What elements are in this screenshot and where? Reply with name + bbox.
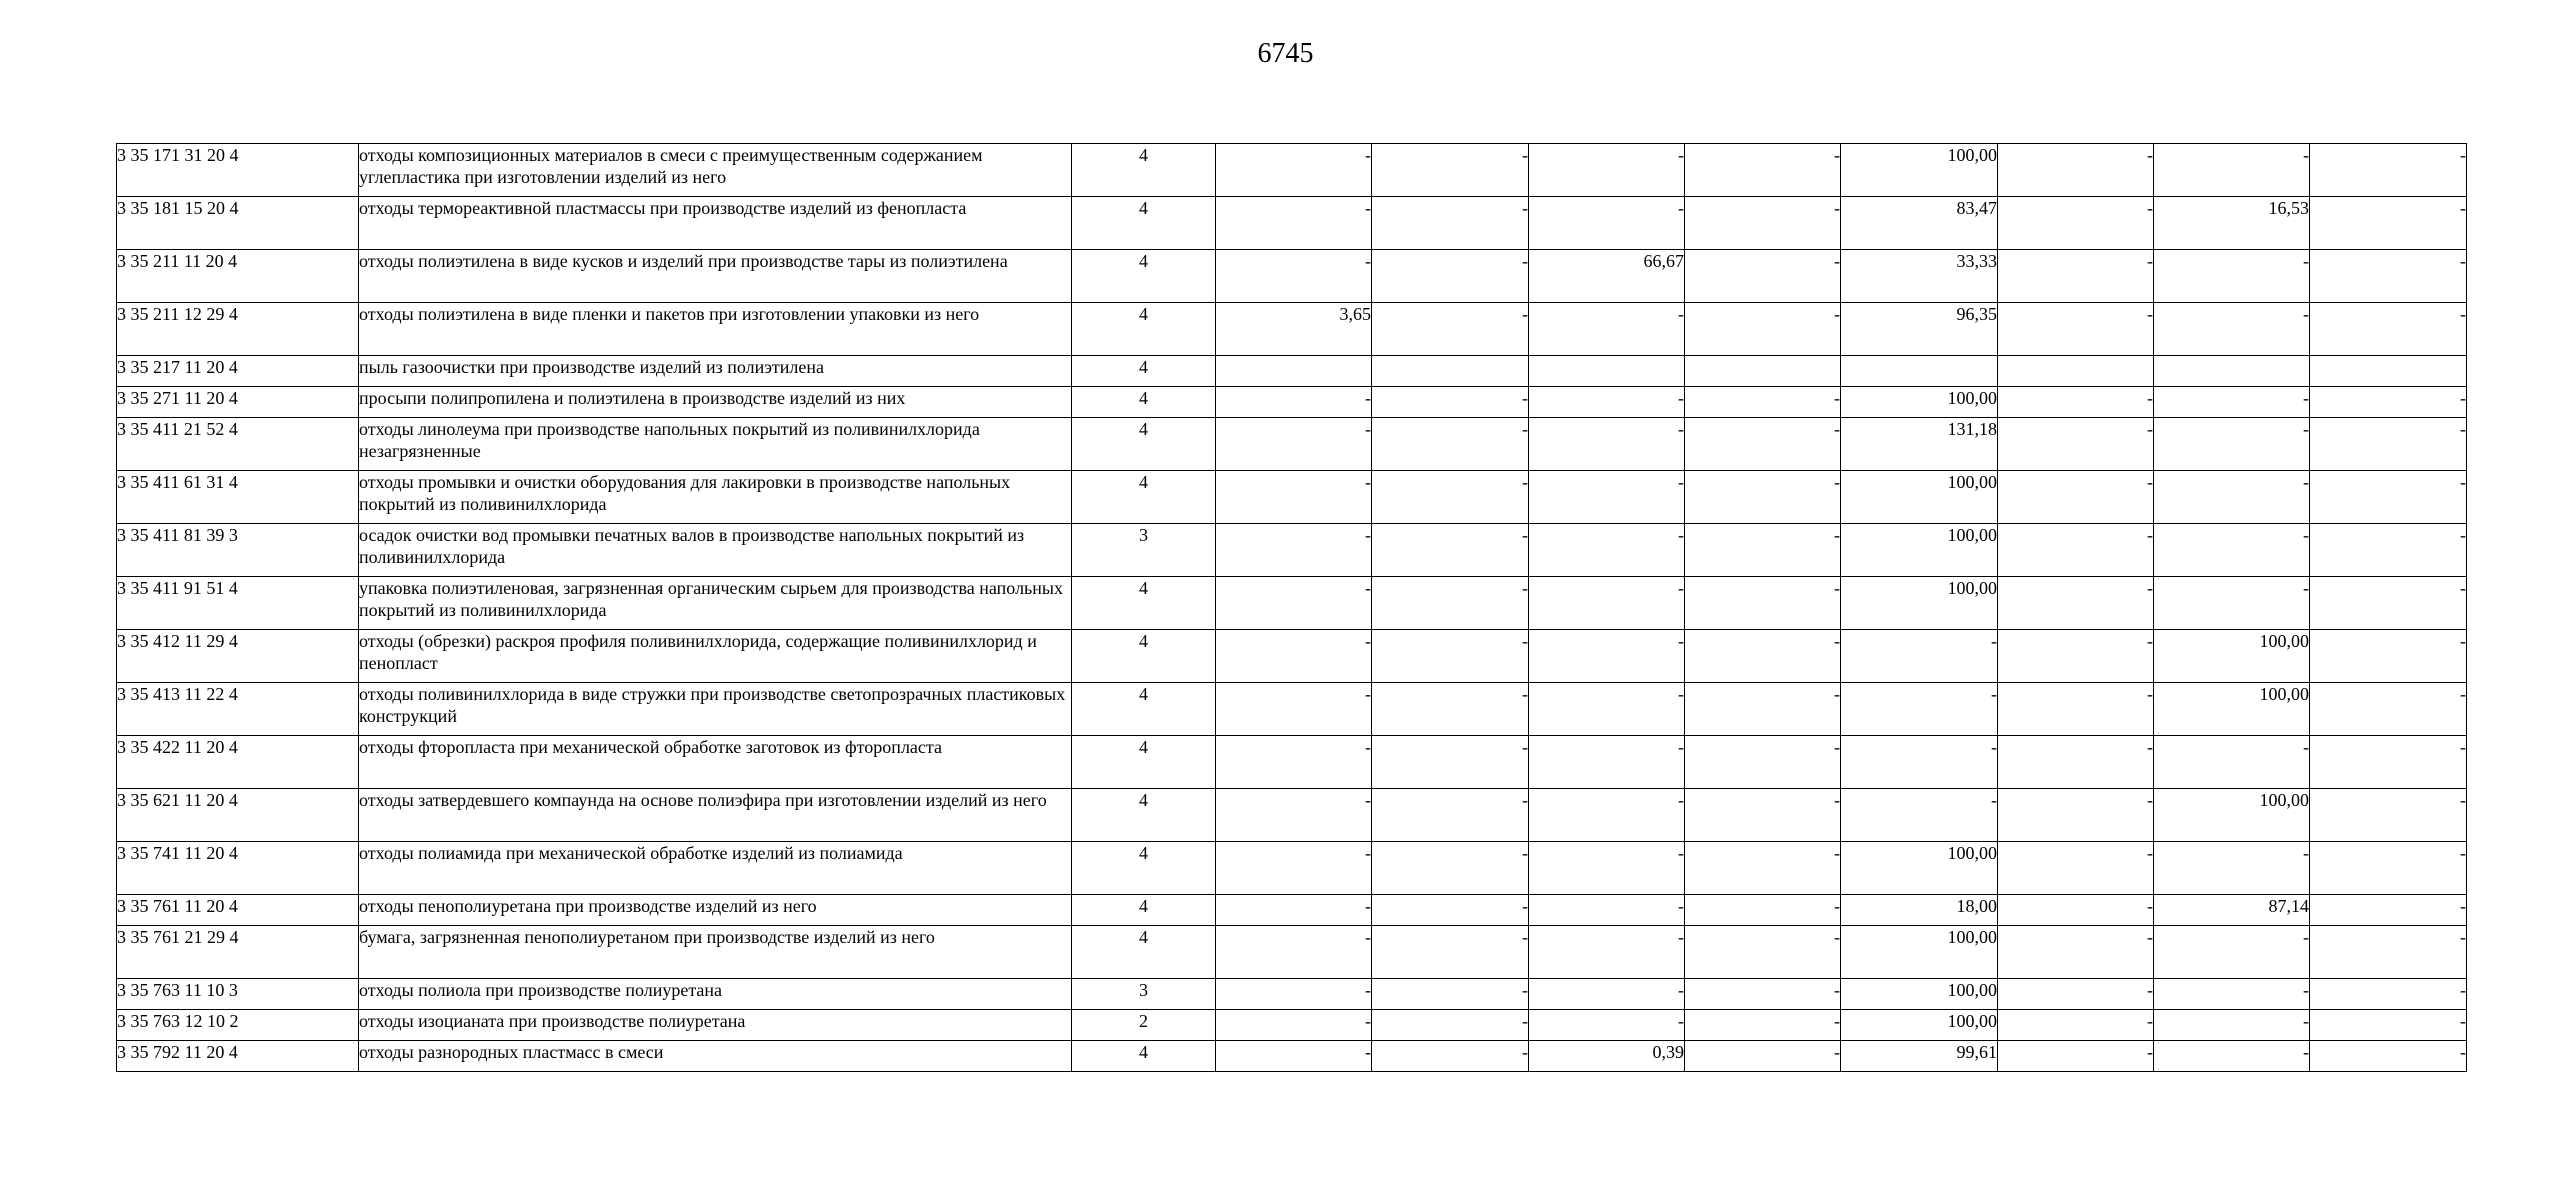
value-cell: - — [1998, 979, 2154, 1010]
value-cell: - — [1529, 736, 1685, 789]
table-row — [117, 303, 2571, 356]
value-cell: - — [1372, 842, 1529, 895]
value-cell — [1529, 356, 1685, 387]
value-cell: - — [1372, 144, 1529, 197]
waste-name-cell: отходы линолеума при производстве напольных покрытий из поливинилхлорида незагрязненные — [359, 418, 1072, 471]
value-cell: - — [1529, 630, 1685, 683]
table-row — [117, 356, 2571, 387]
table-row — [117, 895, 2571, 926]
value-cell: - — [1685, 630, 1841, 683]
value-cell: - — [2310, 630, 2467, 683]
value-cell: - — [2310, 895, 2467, 926]
value-cell: 100,00 — [1841, 471, 1998, 524]
value-cell: - — [1841, 736, 1998, 789]
value-cell: - — [2310, 736, 2467, 789]
value-cell: - — [2154, 736, 2310, 789]
value-cell: 100,00 — [1841, 979, 1998, 1010]
value-cell: - — [2310, 303, 2467, 356]
value-cell: - — [2154, 524, 2310, 577]
value-cell: - — [1998, 197, 2154, 250]
value-cell: - — [1529, 471, 1685, 524]
waste-name-cell: отходы пенополиуретана при производстве изделий из него — [359, 895, 1072, 926]
value-cell: - — [1529, 197, 1685, 250]
value-cell: - — [1372, 926, 1529, 979]
value-cell: - — [1685, 387, 1841, 418]
value-cell: - — [1216, 895, 1372, 926]
value-cell: - — [1372, 979, 1529, 1010]
waste-name-cell: отходы промывки и очистки оборудования для лакировки в производстве напольных покрытий из поливинилхлорида — [359, 471, 1072, 524]
value-cell: - — [1998, 418, 2154, 471]
value-cell: - — [2154, 471, 2310, 524]
value-cell: 100,00 — [1841, 577, 1998, 630]
value-cell: - — [2310, 683, 2467, 736]
value-cell: - — [1216, 979, 1372, 1010]
value-cell: - — [1998, 577, 2154, 630]
value-cell: - — [1216, 524, 1372, 577]
waste-name-cell: осадок очистки вод промывки печатных валов в производстве напольных покрытий из поливинилхлорида — [359, 524, 1072, 577]
table-row — [117, 1041, 2571, 1072]
waste-name-cell: бумага, загрязненная пенополиуретаном при производстве изделий из него — [359, 926, 1072, 979]
value-cell: - — [2154, 144, 2310, 197]
value-cell: - — [1685, 842, 1841, 895]
table-row — [117, 926, 2571, 979]
value-cell: - — [1372, 1041, 1529, 1072]
value-cell: - — [1372, 789, 1529, 842]
value-cell: 96,35 — [1841, 303, 1998, 356]
value-cell: - — [1998, 471, 2154, 524]
table-row — [117, 979, 2571, 1010]
hazard-class-cell: 4 — [1072, 789, 1216, 842]
value-cell: 16,53 — [2154, 197, 2310, 250]
waste-name-cell: отходы термореактивной пластмассы при производстве изделий из фенопласта — [359, 197, 1072, 250]
value-cell: - — [1998, 736, 2154, 789]
hazard-class-cell: 4 — [1072, 895, 1216, 926]
table-row — [117, 736, 2571, 789]
hazard-class-cell: 3 — [1072, 979, 1216, 1010]
value-cell: 100,00 — [1841, 387, 1998, 418]
value-cell: 100,00 — [1841, 842, 1998, 895]
value-cell: - — [1685, 303, 1841, 356]
waste-name-cell: отходы разнородных пластмасс в смеси — [359, 1041, 1072, 1072]
value-cell: - — [1372, 471, 1529, 524]
table-row — [117, 630, 2571, 683]
value-cell: - — [1529, 842, 1685, 895]
value-cell: - — [1216, 1041, 1372, 1072]
waste-code-cell: 3 35 411 61 31 4 — [117, 471, 359, 524]
value-cell: - — [1841, 683, 1998, 736]
value-cell: - — [1998, 1041, 2154, 1072]
value-cell: - — [2310, 524, 2467, 577]
waste-table — [116, 143, 2571, 1072]
waste-name-cell: упаковка полиэтиленовая, загрязненная органическим сырьем для производства напольных покрытий из поливинилхлорида — [359, 577, 1072, 630]
hazard-class-cell: 4 — [1072, 250, 1216, 303]
hazard-class-cell: 4 — [1072, 197, 1216, 250]
value-cell: - — [1216, 926, 1372, 979]
value-cell: 33,33 — [1841, 250, 1998, 303]
hazard-class-cell: 4 — [1072, 387, 1216, 418]
table-row — [117, 387, 2571, 418]
waste-code-cell: 3 35 181 15 20 4 — [117, 197, 359, 250]
value-cell: - — [1216, 683, 1372, 736]
value-cell: - — [2310, 1010, 2467, 1041]
value-cell — [2154, 356, 2310, 387]
waste-code-cell: 3 35 741 11 20 4 — [117, 842, 359, 895]
value-cell: - — [1216, 387, 1372, 418]
value-cell: - — [1216, 630, 1372, 683]
value-cell: - — [2310, 387, 2467, 418]
waste-code-cell: 3 35 411 91 51 4 — [117, 577, 359, 630]
value-cell: - — [2154, 418, 2310, 471]
value-cell: - — [1998, 303, 2154, 356]
waste-name-cell: отходы полиэтилена в виде пленки и пакетов при изготовлении упаковки из него — [359, 303, 1072, 356]
value-cell: 100,00 — [1841, 524, 1998, 577]
table-row — [117, 471, 2571, 524]
waste-code-cell: 3 35 761 21 29 4 — [117, 926, 359, 979]
waste-code-cell: 3 35 171 31 20 4 — [117, 144, 359, 197]
hazard-class-cell: 4 — [1072, 144, 1216, 197]
value-cell: - — [1998, 895, 2154, 926]
value-cell: - — [1685, 197, 1841, 250]
value-cell: - — [1372, 303, 1529, 356]
value-cell: - — [1216, 197, 1372, 250]
value-cell: - — [2154, 1010, 2310, 1041]
value-cell: - — [1529, 418, 1685, 471]
value-cell: - — [1685, 524, 1841, 577]
value-cell: - — [1529, 524, 1685, 577]
value-cell — [1216, 356, 1372, 387]
value-cell: - — [1372, 577, 1529, 630]
value-cell: - — [1841, 789, 1998, 842]
value-cell: - — [1841, 630, 1998, 683]
value-cell: 99,61 — [1841, 1041, 1998, 1072]
waste-code-cell: 3 35 621 11 20 4 — [117, 789, 359, 842]
value-cell — [1841, 356, 1998, 387]
value-cell: - — [2154, 926, 2310, 979]
value-cell: - — [2154, 1041, 2310, 1072]
value-cell — [2310, 356, 2467, 387]
waste-name-cell: просыпи полипропилена и полиэтилена в производстве изделий из них — [359, 387, 1072, 418]
waste-name-cell: отходы затвердевшего компаунда на основе полиэфира при изготовлении изделий из него — [359, 789, 1072, 842]
value-cell: - — [1529, 683, 1685, 736]
value-cell: - — [1529, 387, 1685, 418]
value-cell: - — [1372, 197, 1529, 250]
value-cell: - — [2310, 418, 2467, 471]
value-cell: - — [1685, 577, 1841, 630]
table-row — [117, 144, 2571, 197]
value-cell: - — [1685, 736, 1841, 789]
waste-code-cell: 3 35 792 11 20 4 — [117, 1041, 359, 1072]
value-cell: - — [2310, 789, 2467, 842]
value-cell: - — [2154, 842, 2310, 895]
value-cell: 100,00 — [2154, 683, 2310, 736]
value-cell: 3,65 — [1216, 303, 1372, 356]
waste-code-cell: 3 35 211 12 29 4 — [117, 303, 359, 356]
value-cell: - — [2310, 926, 2467, 979]
value-cell: - — [1372, 895, 1529, 926]
value-cell: - — [2154, 387, 2310, 418]
waste-name-cell: отходы полиэтилена в виде кусков и изделий при производстве тары из полиэтилена — [359, 250, 1072, 303]
value-cell: - — [1529, 895, 1685, 926]
value-cell: 18,00 — [1841, 895, 1998, 926]
waste-code-cell: 3 35 761 11 20 4 — [117, 895, 359, 926]
waste-code-cell: 3 35 412 11 29 4 — [117, 630, 359, 683]
waste-name-cell: пыль газоочистки при производстве изделий из полиэтилена — [359, 356, 1072, 387]
value-cell: - — [1685, 418, 1841, 471]
hazard-class-cell: 4 — [1072, 630, 1216, 683]
hazard-class-cell: 4 — [1072, 1041, 1216, 1072]
value-cell: - — [1529, 144, 1685, 197]
hazard-class-cell: 4 — [1072, 842, 1216, 895]
value-cell: - — [1216, 736, 1372, 789]
table-row — [117, 683, 2571, 736]
waste-code-cell: 3 35 422 11 20 4 — [117, 736, 359, 789]
value-cell: - — [1998, 630, 2154, 683]
table-row — [117, 1010, 2571, 1041]
hazard-class-cell: 4 — [1072, 418, 1216, 471]
value-cell: - — [1685, 926, 1841, 979]
value-cell: - — [1216, 1010, 1372, 1041]
value-cell: - — [1998, 524, 2154, 577]
waste-code-cell: 3 35 217 11 20 4 — [117, 356, 359, 387]
waste-name-cell: отходы полиола при производстве полиуретана — [359, 979, 1072, 1010]
value-cell — [1998, 356, 2154, 387]
value-cell: - — [2310, 144, 2467, 197]
value-cell: 131,18 — [1841, 418, 1998, 471]
value-cell: - — [1216, 577, 1372, 630]
value-cell: - — [1998, 387, 2154, 418]
value-cell: - — [1372, 387, 1529, 418]
value-cell: - — [1372, 683, 1529, 736]
value-cell: - — [2310, 250, 2467, 303]
hazard-class-cell: 4 — [1072, 356, 1216, 387]
waste-code-cell: 3 35 413 11 22 4 — [117, 683, 359, 736]
waste-code-cell: 3 35 211 11 20 4 — [117, 250, 359, 303]
value-cell: - — [2154, 577, 2310, 630]
value-cell: - — [1529, 926, 1685, 979]
hazard-class-cell: 3 — [1072, 524, 1216, 577]
value-cell: - — [1529, 1010, 1685, 1041]
value-cell: 87,14 — [2154, 895, 2310, 926]
hazard-class-cell: 4 — [1072, 926, 1216, 979]
waste-code-cell: 3 35 763 12 10 2 — [117, 1010, 359, 1041]
value-cell: - — [1998, 1010, 2154, 1041]
hazard-class-cell: 2 — [1072, 1010, 1216, 1041]
value-cell: - — [1685, 1041, 1841, 1072]
value-cell: - — [2154, 979, 2310, 1010]
value-cell: - — [2310, 1041, 2467, 1072]
value-cell: - — [2310, 842, 2467, 895]
table-row — [117, 197, 2571, 250]
value-cell: - — [2310, 471, 2467, 524]
value-cell: - — [2154, 303, 2310, 356]
value-cell: - — [2310, 979, 2467, 1010]
value-cell: 100,00 — [1841, 926, 1998, 979]
value-cell: - — [1685, 895, 1841, 926]
value-cell: - — [1216, 471, 1372, 524]
hazard-class-cell: 4 — [1072, 303, 1216, 356]
table-row — [117, 524, 2571, 577]
value-cell: 100,00 — [1841, 144, 1998, 197]
table-row — [117, 418, 2571, 471]
waste-name-cell: отходы изоцианата при производстве полиуретана — [359, 1010, 1072, 1041]
value-cell — [1685, 356, 1841, 387]
waste-name-cell: отходы (обрезки) раскроя профиля поливинилхлорида, содержащие поливинилхлорид и пенопласт — [359, 630, 1072, 683]
hazard-class-cell: 4 — [1072, 736, 1216, 789]
page-number: 6745 — [1257, 38, 1314, 69]
hazard-class-cell: 4 — [1072, 683, 1216, 736]
value-cell: 0,39 — [1529, 1041, 1685, 1072]
value-cell: - — [1372, 524, 1529, 577]
value-cell: - — [1998, 683, 2154, 736]
table-row — [117, 842, 2571, 895]
value-cell: - — [1685, 683, 1841, 736]
value-cell: - — [1216, 250, 1372, 303]
value-cell: - — [1372, 418, 1529, 471]
value-cell — [1372, 356, 1529, 387]
value-cell: - — [1216, 842, 1372, 895]
value-cell: - — [1216, 144, 1372, 197]
value-cell: - — [1529, 303, 1685, 356]
value-cell: - — [1216, 418, 1372, 471]
waste-code-cell: 3 35 411 21 52 4 — [117, 418, 359, 471]
value-cell: - — [1529, 789, 1685, 842]
value-cell: - — [1685, 789, 1841, 842]
waste-code-cell: 3 35 271 11 20 4 — [117, 387, 359, 418]
hazard-class-cell: 4 — [1072, 471, 1216, 524]
value-cell: - — [1685, 1010, 1841, 1041]
value-cell: 83,47 — [1841, 197, 1998, 250]
waste-name-cell: отходы фторопласта при механической обработке заготовок из фторопласта — [359, 736, 1072, 789]
waste-name-cell: отходы полиамида при механической обработке изделий из полиамида — [359, 842, 1072, 895]
value-cell: - — [1372, 250, 1529, 303]
value-cell: 100,00 — [2154, 789, 2310, 842]
value-cell: - — [1529, 577, 1685, 630]
value-cell: - — [2310, 197, 2467, 250]
value-cell: - — [1216, 789, 1372, 842]
waste-name-cell: отходы композиционных материалов в смеси с преимущественным содержанием углепластика при изготовлении изделий из него — [359, 144, 1072, 197]
value-cell: - — [1372, 1010, 1529, 1041]
value-cell: 100,00 — [1841, 1010, 1998, 1041]
value-cell: - — [1372, 630, 1529, 683]
hazard-class-cell: 4 — [1072, 577, 1216, 630]
table-row — [117, 577, 2571, 630]
value-cell: - — [1685, 979, 1841, 1010]
value-cell: - — [1685, 250, 1841, 303]
value-cell: - — [2310, 577, 2467, 630]
value-cell: - — [1998, 250, 2154, 303]
value-cell: 100,00 — [2154, 630, 2310, 683]
value-cell: - — [1685, 471, 1841, 524]
value-cell: - — [1372, 736, 1529, 789]
value-cell: - — [1998, 926, 2154, 979]
table-row — [117, 250, 2571, 303]
value-cell: 66,67 — [1529, 250, 1685, 303]
value-cell: - — [1998, 789, 2154, 842]
value-cell: - — [1998, 842, 2154, 895]
table-body — [117, 144, 2571, 1072]
value-cell: - — [1685, 144, 1841, 197]
waste-code-cell: 3 35 411 81 39 3 — [117, 524, 359, 577]
waste-name-cell: отходы поливинилхлорида в виде стружки при производстве светопрозрачных пластиковых конструкций — [359, 683, 1072, 736]
table-row — [117, 789, 2571, 842]
value-cell: - — [2154, 250, 2310, 303]
value-cell: - — [1998, 144, 2154, 197]
value-cell: - — [1529, 979, 1685, 1010]
waste-code-cell: 3 35 763 11 10 3 — [117, 979, 359, 1010]
